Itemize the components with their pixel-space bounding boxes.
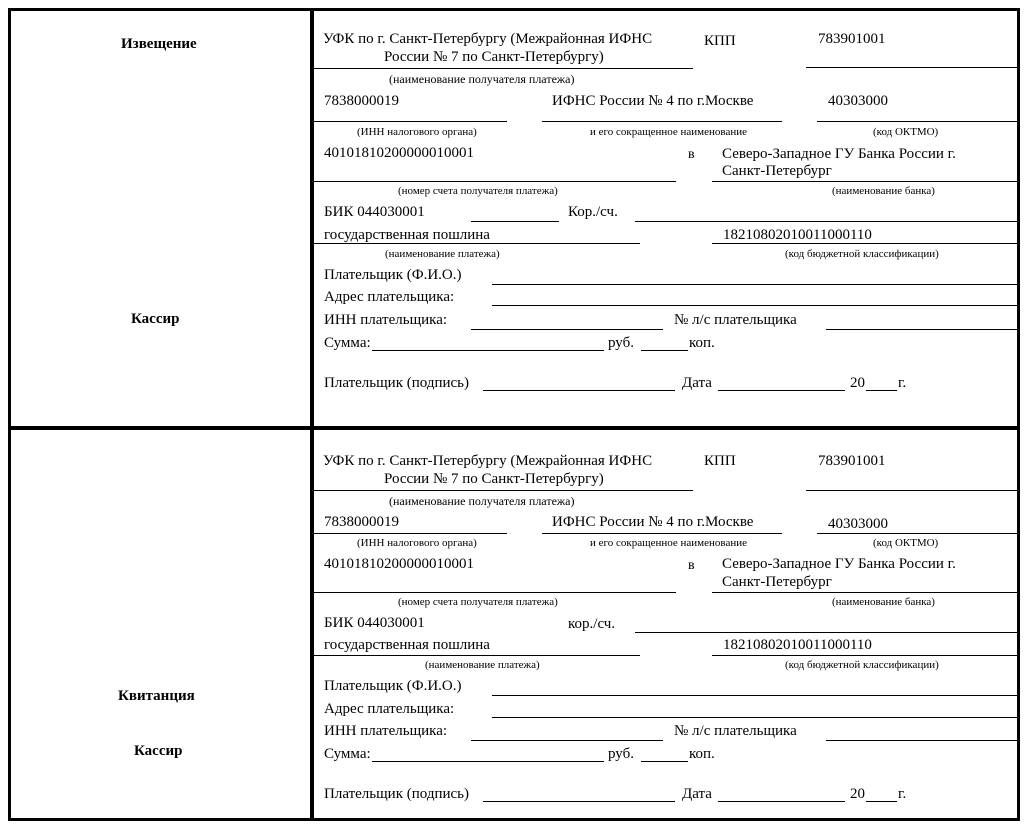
kpp-value: 783901001: [818, 31, 886, 47]
date-label: Дата: [682, 375, 712, 391]
recipient-underline: [314, 68, 693, 69]
bank-line-2: Санкт-Петербург: [722, 163, 832, 179]
payer-label: Плательщик (Ф.И.О.): [324, 678, 462, 694]
recipient-line-1: УФК по г. Санкт-Петербургу (Межрайонная ИФНС: [323, 31, 653, 47]
section-divider: [8, 426, 1020, 430]
inn-underline: [314, 121, 507, 122]
payment-caption: (наименование платежа): [385, 248, 500, 260]
corr-label: Кор./сч.: [568, 204, 618, 220]
column-divider: [310, 8, 314, 821]
account-underline: [314, 181, 676, 182]
oktmo-caption: (код ОКТМО): [873, 126, 939, 138]
receipt-cashier: Кассир: [134, 743, 183, 759]
tax-office-underline: [542, 533, 782, 534]
bik: БИК 044030001: [324, 204, 425, 220]
account-caption: (номер счета получателя платежа): [398, 596, 558, 608]
inn-value: 7838000019: [324, 514, 399, 530]
frame-bottom: [8, 818, 1020, 821]
account-caption: (номер счета получателя платежа): [398, 185, 558, 197]
corr-underline: [635, 221, 1017, 222]
payer-inn-field[interactable]: [471, 329, 663, 330]
oktmo-underline: [817, 121, 1017, 122]
tax-office-underline: [542, 121, 782, 122]
kop-field[interactable]: [641, 761, 688, 762]
kop-field[interactable]: [641, 350, 688, 351]
payment-name: государственная пошлина: [324, 637, 490, 653]
kbk-value: 18210802010011000110: [723, 227, 872, 243]
bank-underline: [712, 181, 1017, 182]
recipient-line-2: России № 7 по Санкт-Петербургу): [384, 471, 604, 487]
rub-label: руб.: [608, 335, 634, 351]
kpp-value: 783901001: [818, 453, 886, 469]
notice-cashier: Кассир: [131, 311, 180, 327]
payment-underline: [314, 243, 640, 244]
bik-extra-underline: [471, 221, 559, 222]
year-field[interactable]: [866, 801, 897, 802]
oktmo-value: 40303000: [828, 93, 888, 109]
account-value: 40101810200000010001: [324, 556, 474, 572]
oktmo-underline: [817, 533, 1017, 534]
bik: БИК 044030001: [324, 615, 425, 631]
year-suffix: г.: [898, 375, 907, 391]
kbk-value: 18210802010011000110: [723, 637, 872, 653]
kbk-caption: (код бюджетной классификации): [785, 248, 939, 260]
payer-field[interactable]: [492, 695, 1017, 696]
payer-inn-label: ИНН плательщика:: [324, 312, 448, 328]
recipient-line-2: России № 7 по Санкт-Петербургу): [384, 49, 604, 65]
kpp-label: КПП: [704, 453, 736, 469]
bank-caption: (наименование банка): [832, 185, 935, 197]
short-name-caption: и его сокращенное наименование: [590, 537, 747, 549]
account-no-label: № л/с плательщика: [674, 723, 797, 739]
recipient-caption: (наименование получателя платежа): [389, 494, 575, 508]
kbk-underline: [712, 243, 1017, 244]
address-label: Адрес плательщика:: [324, 701, 455, 717]
frame-left: [8, 8, 11, 821]
recipient-underline: [314, 490, 693, 491]
year-prefix: 20: [850, 786, 865, 802]
year-prefix: 20: [850, 375, 865, 391]
inn-underline: [314, 533, 507, 534]
inn-value: 7838000019: [324, 93, 399, 109]
account-no-field[interactable]: [826, 740, 1017, 741]
oktmo-caption: (код ОКТМО): [873, 537, 939, 549]
tax-office: ИФНС России № 4 по г.Москве: [552, 514, 754, 530]
signature-field[interactable]: [483, 390, 675, 391]
payment-name: государственная пошлина: [324, 227, 490, 243]
kop-label: коп.: [689, 335, 715, 351]
corr-label: кор./сч.: [568, 616, 616, 632]
in-label: в: [688, 147, 695, 162]
payer-field[interactable]: [492, 284, 1017, 285]
sum-label: Сумма:: [324, 335, 371, 351]
sum-label: Сумма:: [324, 746, 371, 762]
kpp-underline: [806, 490, 1017, 491]
account-value: 40101810200000010001: [324, 145, 474, 161]
account-no-label: № л/с плательщика: [674, 312, 797, 328]
kbk-underline: [712, 655, 1017, 656]
payer-label: Плательщик (Ф.И.О.): [324, 267, 462, 283]
sum-field[interactable]: [372, 350, 604, 351]
payer-inn-field[interactable]: [471, 740, 663, 741]
date-label: Дата: [682, 786, 712, 802]
year-field[interactable]: [866, 390, 897, 391]
tax-office: ИФНС России № 4 по г.Москве: [552, 93, 754, 109]
kpp-underline: [806, 67, 1017, 68]
frame-top: [8, 8, 1020, 11]
sum-field[interactable]: [372, 761, 604, 762]
frame-right: [1017, 8, 1020, 821]
payment-underline: [314, 655, 640, 656]
payer-inn-label: ИНН плательщика:: [324, 723, 448, 739]
address-field[interactable]: [492, 717, 1017, 718]
receipt-title: Квитанция: [118, 688, 195, 704]
date-field[interactable]: [718, 390, 845, 391]
notice-title: Извещение: [121, 36, 197, 52]
payment-caption: (наименование платежа): [425, 659, 540, 671]
signature-label: Плательщик (подпись): [324, 786, 470, 802]
signature-label: Плательщик (подпись): [324, 375, 470, 391]
rub-label: руб.: [608, 746, 634, 762]
inn-caption: (ИНН налогового органа): [357, 126, 477, 138]
in-label: в: [688, 558, 695, 573]
corr-underline: [635, 632, 1017, 633]
recipient-line-1: УФК по г. Санкт-Петербургу (Межрайонная ИФНС: [323, 453, 653, 469]
year-suffix: г.: [898, 786, 907, 802]
inn-caption: (ИНН налогового органа): [357, 537, 477, 549]
bank-line-2: Санкт-Петербург: [722, 574, 832, 590]
bank-underline: [712, 592, 1017, 593]
bank-caption: (наименование банка): [832, 596, 935, 608]
kop-label: коп.: [689, 746, 715, 762]
address-label: Адрес плательщика:: [324, 289, 455, 305]
recipient-caption: (наименование получателя платежа): [389, 72, 575, 86]
account-underline: [314, 592, 676, 593]
oktmo-value: 40303000: [828, 516, 888, 532]
kbk-caption: (код бюджетной классификации): [785, 659, 939, 671]
date-field[interactable]: [718, 801, 845, 802]
short-name-caption: и его сокращенное наименование: [590, 126, 747, 138]
account-no-field[interactable]: [826, 329, 1017, 330]
bank-line-1: Северо-Западное ГУ Банка России г.: [722, 146, 956, 162]
address-field[interactable]: [492, 305, 1017, 306]
bank-line-1: Северо-Западное ГУ Банка России г.: [722, 556, 956, 572]
signature-field[interactable]: [483, 801, 675, 802]
kpp-label: КПП: [704, 33, 736, 49]
